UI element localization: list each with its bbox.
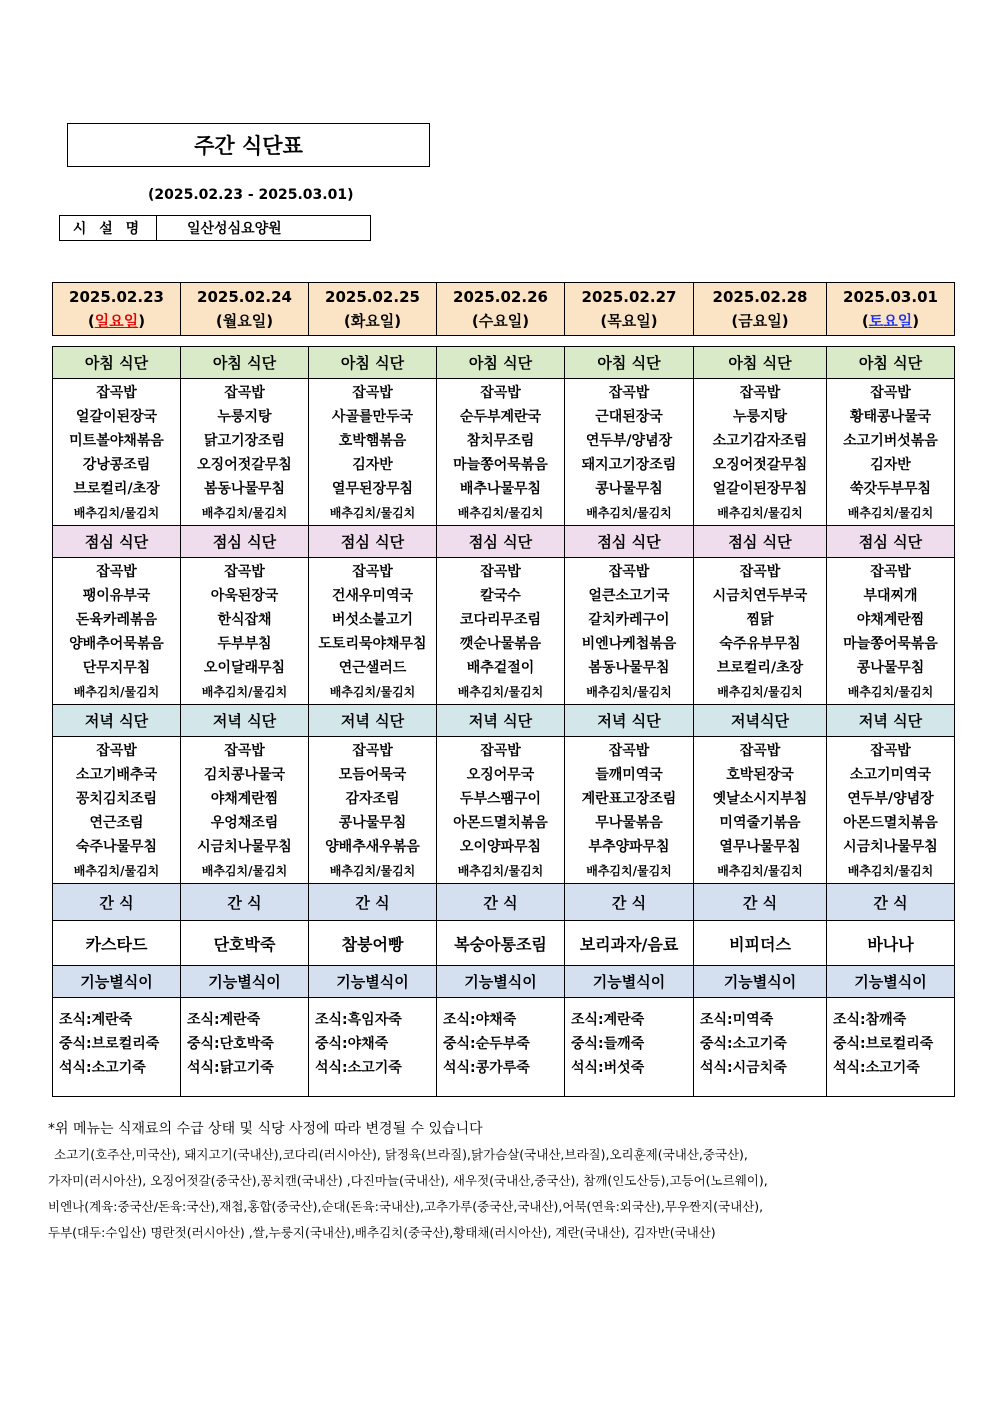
dish-item: 배추김치/물김치	[586, 864, 672, 878]
dish-item: 마늘쫑어묵볶음	[453, 457, 548, 473]
dish-item: 배추겉절이	[466, 660, 535, 676]
dish-item: 비엔나케첩볶음	[581, 636, 677, 652]
dish-item: 찜닭	[746, 612, 774, 628]
dish-item: 열무나물무침	[719, 839, 801, 855]
special-diet-item: 조식:계란죽	[571, 1012, 645, 1028]
breakfast-header: 아침 식단	[827, 347, 955, 379]
dish-item: 감자조림	[345, 791, 400, 807]
breakfast-menu	[827, 379, 955, 526]
dish-item: 아욱된장국	[210, 588, 279, 604]
snack-item: 카스타드	[53, 921, 181, 966]
dish-item: 칼국수	[480, 588, 521, 604]
dish-item: 김자반	[352, 457, 393, 473]
special-diet-header: 기능별식이	[53, 966, 181, 998]
dish-item: 오징어젓갈무침	[197, 457, 292, 473]
dish-item: 마늘쫑어묵볶음	[843, 636, 938, 652]
snack-item: 보리과자/음료	[565, 921, 694, 966]
snack-item: 단호박죽	[181, 921, 309, 966]
dish-item: 배추김치/물김치	[457, 685, 544, 699]
lunch-header: 점심 식단	[181, 526, 309, 558]
dish-item: 배추김치/물김치	[717, 506, 803, 520]
dish-item: 숙주나물무침	[75, 839, 158, 855]
dish-item: 소고기미역국	[849, 767, 932, 783]
day-header	[694, 283, 827, 336]
dish-item: 잡곡밥	[96, 385, 137, 401]
weekday-label: 토요일	[868, 312, 913, 330]
spacer	[53, 336, 955, 347]
special-diet-item: 중식:순두부죽	[443, 1036, 530, 1052]
special-diet-item: 조식:미역죽	[700, 1012, 774, 1028]
weekday-label: 일요일	[94, 312, 139, 330]
dish-item: 미트볼야채볶음	[69, 433, 164, 449]
dish-item: 배추김치/물김치	[717, 864, 803, 878]
dish-item: 배추김치/물김치	[73, 864, 160, 878]
dish-item: 건새우미역국	[331, 588, 414, 604]
special-diet-item: 석식:소고기죽	[59, 1060, 146, 1076]
dinner-menu	[565, 737, 694, 884]
dish-item: 근대된장국	[595, 409, 663, 425]
dish-item: 야채계란찜	[210, 791, 279, 807]
lunch-menu	[53, 558, 181, 705]
day-header	[181, 283, 309, 336]
breakfast-menu	[309, 379, 437, 526]
weekday-label: 화요일	[350, 312, 395, 330]
breakfast-menu	[437, 379, 565, 526]
special-diet-item: 조식:계란죽	[59, 1012, 133, 1028]
dish-item: 연근샐러드	[338, 660, 407, 676]
dish-item: 잡곡밥	[870, 385, 911, 401]
dish-item: 잡곡밥	[480, 385, 521, 401]
breakfast-menu	[53, 379, 181, 526]
special-diet-item: 조식:흑임자죽	[315, 1012, 402, 1028]
dish-item: 잡곡밥	[352, 385, 393, 401]
dish-item: 잡곡밥	[224, 385, 265, 401]
snack-header: 간 식	[181, 884, 309, 921]
dish-item: 배추김치/물김치	[847, 685, 934, 699]
dish-item: 콩나물무침	[338, 815, 407, 831]
dish-item: 호박햄볶음	[338, 433, 407, 449]
dish-item: 잡곡밥	[870, 743, 911, 759]
dish-item: 무나물볶음	[595, 815, 663, 831]
lunch-header: 점심 식단	[309, 526, 437, 558]
dish-item: 배추김치/물김치	[201, 864, 288, 878]
special-diet-header: 기능별식이	[309, 966, 437, 998]
dish-item: 배추김치/물김치	[329, 506, 416, 520]
origin-info	[48, 1142, 948, 1246]
lunch-menu	[181, 558, 309, 705]
snack-item: 바나나	[827, 921, 955, 966]
day-header	[309, 283, 437, 336]
special-diet-menu	[565, 998, 694, 1097]
dish-item: 강낭콩조림	[82, 457, 151, 473]
dish-item: 팽이유부국	[82, 588, 151, 604]
special-diet-header: 기능별식이	[437, 966, 565, 998]
dish-item: 도토리묵야채무침	[318, 636, 427, 652]
dish-item: 잡곡밥	[96, 743, 137, 759]
special-diet-menu	[53, 998, 181, 1097]
dish-item: 두부스팸구이	[459, 791, 542, 807]
dish-item: 버섯소불고기	[331, 612, 414, 628]
special-diet-header: 기능별식이	[827, 966, 955, 998]
day-weekday: (수요일)	[471, 312, 530, 330]
origin-line: 가자미(러시아산), 오징어젓갈(중국산),꽁치캔(국내산) ,다진마늘(국내산), 새우젓(국내산,중국산), 참깨(인도산등),고등어(노르웨이),	[48, 1173, 768, 1188]
lunch-header: 점심 식단	[437, 526, 565, 558]
day-date: 2025.02.23	[69, 288, 164, 306]
breakfast-menu	[565, 379, 694, 526]
breakfast-menu	[694, 379, 827, 526]
dinner-header: 저녁 식단	[181, 705, 309, 737]
facility-label: 시 설 명	[60, 216, 157, 240]
dish-item: 배추김치/물김치	[73, 685, 160, 699]
dish-item: 배추김치/물김치	[717, 685, 803, 699]
special-diet-item: 석식:콩가루죽	[443, 1060, 530, 1076]
special-diet-item: 석식:닭고기죽	[187, 1060, 274, 1076]
day-date: 2025.02.26	[453, 288, 548, 306]
dish-item: 소고기배추국	[75, 767, 158, 783]
breakfast-header: 아침 식단	[181, 347, 309, 379]
special-diet-menu	[437, 998, 565, 1097]
day-date: 2025.02.27	[581, 288, 677, 306]
dish-item: 잡곡밥	[739, 385, 781, 401]
dish-item: 들깨미역국	[595, 767, 663, 783]
origin-line: 비엔나(계육:중국산/돈육:국산),재첩,홍합(중국산),순대(돈육:국내산),고추가루(중국산,국내산),어묵(연육:외국산),무우짠지(국내산),	[48, 1199, 764, 1214]
menu-period: (2025.02.23 - 2025.03.01)	[148, 187, 354, 203]
breakfast-header: 아침 식단	[53, 347, 181, 379]
dinner-header: 저녁 식단	[827, 705, 955, 737]
dish-item: 잡곡밥	[224, 743, 265, 759]
dinner-menu	[53, 737, 181, 884]
dish-item: 김치콩나물국	[203, 767, 286, 783]
dish-item: 잡곡밥	[480, 564, 521, 580]
day-header	[53, 283, 181, 336]
dish-item: 오이달래무침	[203, 660, 286, 676]
dish-item: 숙주유부무침	[719, 636, 801, 652]
page-title: 주간 식단표	[67, 123, 430, 167]
origin-line: 두부(대두:수입산) 명란젓(러시아산) ,쌀,누룽지(국내산),배추김치(중국산),황태채(러시아산), 계란(국내산), 김자반(국내산)	[48, 1225, 716, 1240]
snack-item: 참붕어빵	[309, 921, 437, 966]
dish-item: 한식잡채	[217, 612, 272, 628]
dish-item: 잡곡밥	[224, 564, 265, 580]
dish-item: 돼지고기장조림	[581, 457, 677, 473]
dish-item: 얼큰소고기국	[588, 588, 670, 604]
dish-item: 잡곡밥	[739, 743, 781, 759]
dish-item: 배추김치/물김치	[847, 506, 934, 520]
weekly-menu-table	[52, 282, 955, 1097]
dish-item: 누룽지탕	[217, 409, 272, 425]
dish-item: 봄동나물무침	[203, 481, 286, 497]
dish-item: 돈육카레볶음	[75, 612, 158, 628]
special-diet-item: 석식:소고기죽	[315, 1060, 402, 1076]
special-diet-header: 기능별식이	[181, 966, 309, 998]
dish-item: 황태콩나물국	[849, 409, 932, 425]
lunch-menu	[309, 558, 437, 705]
day-header	[437, 283, 565, 336]
day-header	[565, 283, 694, 336]
dish-item: 야채계란찜	[856, 612, 925, 628]
dish-item: 사골를만두국	[331, 409, 414, 425]
weekday-label: 월요일	[222, 312, 267, 330]
dish-item: 시금치연두부국	[712, 588, 808, 604]
dinner-header: 저녁 식단	[565, 705, 694, 737]
dish-item: 아몬드멸치볶음	[453, 815, 548, 831]
special-diet-item: 중식:단호박죽	[187, 1036, 274, 1052]
special-diet-item: 중식:브로컬리죽	[833, 1036, 934, 1052]
dinner-header: 저녁 식단	[309, 705, 437, 737]
snack-header: 간 식	[694, 884, 827, 921]
dish-item: 양배추새우볶음	[325, 839, 420, 855]
dish-item: 브로컬리/초장	[716, 660, 804, 676]
special-diet-header: 기능별식이	[565, 966, 694, 998]
dish-item: 연두부/양념장	[585, 433, 673, 449]
day-weekday: (목요일)	[600, 312, 658, 330]
lunch-header: 점심 식단	[565, 526, 694, 558]
dish-item: 콩나물무침	[595, 481, 663, 497]
lunch-menu	[694, 558, 827, 705]
dish-item: 봄동나물무침	[588, 660, 670, 676]
dish-item: 배추김치/물김치	[586, 506, 672, 520]
dish-item: 연근조림	[89, 815, 144, 831]
special-diet-item: 조식:야채죽	[443, 1012, 517, 1028]
dish-item: 배추김치/물김치	[457, 864, 544, 878]
day-header	[827, 283, 955, 336]
breakfast-header: 아침 식단	[437, 347, 565, 379]
dish-item: 배추김치/물김치	[73, 506, 160, 520]
dish-item: 미역줄기볶음	[719, 815, 801, 831]
dish-item: 배추김치/물김치	[201, 685, 288, 699]
special-diet-menu	[827, 998, 955, 1097]
facility-box	[59, 215, 371, 241]
day-weekday: (일요일)	[87, 312, 146, 330]
dish-item: 부추양파무침	[588, 839, 670, 855]
dish-item: 참치무조림	[466, 433, 535, 449]
snack-header: 간 식	[565, 884, 694, 921]
dish-item: 얼갈이된장무침	[712, 481, 808, 497]
dish-item: 배추김치/물김치	[201, 506, 288, 520]
special-diet-item: 석식:소고기죽	[833, 1060, 920, 1076]
snack-header: 간 식	[309, 884, 437, 921]
dish-item: 배추나물무침	[459, 481, 542, 497]
dish-item: 시금치나물무침	[197, 839, 292, 855]
dish-item: 소고기버섯볶음	[843, 433, 938, 449]
dish-item: 오이양파무침	[459, 839, 542, 855]
special-diet-item: 조식:참깨죽	[833, 1012, 907, 1028]
special-diet-item: 석식:시금치죽	[700, 1060, 787, 1076]
day-weekday: (금요일)	[731, 312, 789, 330]
weekday-label: 금요일	[738, 312, 782, 330]
special-diet-menu	[181, 998, 309, 1097]
dish-item: 부대찌개	[863, 588, 918, 604]
dish-item: 오징어젓갈무침	[712, 457, 808, 473]
special-diet-item: 중식:야채죽	[315, 1036, 389, 1052]
notice-head: *위 메뉴는 식재료의 수급 상태 및 식당 사정에 따라 변경될 수 있습니다	[48, 1121, 483, 1137]
day-date: 2025.03.01	[843, 288, 938, 306]
dish-item: 순두부계란국	[459, 409, 542, 425]
dish-item: 닭고기장조림	[203, 433, 286, 449]
dish-item: 콩나물무침	[856, 660, 925, 676]
dinner-header: 저녁식단	[694, 705, 827, 737]
lunch-menu	[437, 558, 565, 705]
dinner-header: 저녁 식단	[437, 705, 565, 737]
weekday-label: 수요일	[478, 312, 523, 330]
special-diet-item: 중식:브로컬리죽	[59, 1036, 160, 1052]
dish-item: 두부부침	[217, 636, 272, 652]
dish-item: 누룽지탕	[732, 409, 788, 425]
dish-item: 열무된장무침	[331, 481, 414, 497]
breakfast-header: 아침 식단	[309, 347, 437, 379]
dinner-header: 저녁 식단	[53, 705, 181, 737]
special-diet-item: 조식:계란죽	[187, 1012, 261, 1028]
dish-item: 코다리무조림	[459, 612, 542, 628]
dish-item: 모듬어묵국	[338, 767, 407, 783]
snack-item: 복숭아통조림	[437, 921, 565, 966]
special-diet-item: 중식:들깨죽	[571, 1036, 645, 1052]
dish-item: 단무지무침	[82, 660, 151, 676]
breakfast-header: 아침 식단	[565, 347, 694, 379]
special-diet-menu	[694, 998, 827, 1097]
breakfast-menu	[181, 379, 309, 526]
dish-item: 배추김치/물김치	[329, 864, 416, 878]
special-diet-header: 기능별식이	[694, 966, 827, 998]
dish-item: 브로컬리/초장	[73, 481, 160, 497]
lunch-header: 점심 식단	[53, 526, 181, 558]
dish-item: 잡곡밥	[352, 564, 393, 580]
origin-line: 소고기(호주산,미국산), 돼지고기(국내산),코다리(러시아산), 닭정육(브라질),닭가슴살(국내산,브라질),오리훈제(국내산,중국산),	[54, 1147, 748, 1162]
dish-item: 갈치카레구이	[588, 612, 670, 628]
notice	[48, 1118, 948, 1246]
dish-item: 오징어무국	[466, 767, 535, 783]
dish-item: 아몬드멸치볶음	[843, 815, 938, 831]
lunch-menu	[565, 558, 694, 705]
dish-item: 배추김치/물김치	[586, 685, 672, 699]
dish-item: 쑥갓두부무침	[849, 481, 932, 497]
snack-header: 간 식	[437, 884, 565, 921]
day-weekday: (토요일)	[861, 312, 920, 330]
dish-item: 배추김치/물김치	[847, 864, 934, 878]
snack-item: 비피더스	[694, 921, 827, 966]
dish-item: 연두부/양념장	[847, 791, 934, 807]
dish-item: 배추김치/물김치	[457, 506, 544, 520]
weekday-label: 목요일	[607, 312, 651, 330]
dish-item: 우엉채조림	[210, 815, 279, 831]
dish-item: 잡곡밥	[480, 743, 521, 759]
dinner-menu	[309, 737, 437, 884]
day-date: 2025.02.24	[197, 288, 292, 306]
day-date: 2025.02.28	[712, 288, 808, 306]
snack-header: 간 식	[827, 884, 955, 921]
dinner-menu	[181, 737, 309, 884]
dinner-menu	[694, 737, 827, 884]
dish-item: 잡곡밥	[608, 385, 650, 401]
dish-item: 잡곡밥	[96, 564, 137, 580]
special-diet-item: 석식:버섯죽	[571, 1060, 645, 1076]
dish-item: 잡곡밥	[608, 564, 650, 580]
dish-item: 양배추어묵볶음	[69, 636, 164, 652]
dish-item: 얼갈이된장국	[75, 409, 158, 425]
special-diet-menu	[309, 998, 437, 1097]
dinner-menu	[437, 737, 565, 884]
dish-item: 깻순나물볶음	[459, 636, 542, 652]
facility-name: 일산성심요양원	[187, 221, 282, 237]
day-date: 2025.02.25	[325, 288, 420, 306]
lunch-header: 점심 식단	[694, 526, 827, 558]
dish-item: 소고기감자조림	[712, 433, 808, 449]
snack-header: 간 식	[53, 884, 181, 921]
day-weekday: (화요일)	[343, 312, 402, 330]
day-weekday: (월요일)	[215, 312, 274, 330]
breakfast-header: 아침 식단	[694, 347, 827, 379]
dish-item: 시금치나물무침	[843, 839, 938, 855]
dish-item: 잡곡밥	[739, 564, 781, 580]
lunch-menu	[827, 558, 955, 705]
dish-item: 잡곡밥	[608, 743, 650, 759]
dish-item: 계란표고장조림	[581, 791, 677, 807]
dish-item: 옛날소시지부침	[712, 791, 808, 807]
dish-item: 잡곡밥	[870, 564, 911, 580]
lunch-header: 점심 식단	[827, 526, 955, 558]
dinner-menu	[827, 737, 955, 884]
dish-item: 잡곡밥	[352, 743, 393, 759]
special-diet-item: 중식:소고기죽	[700, 1036, 787, 1052]
dish-item: 배추김치/물김치	[329, 685, 416, 699]
dish-item: 꽁치김치조림	[75, 791, 158, 807]
dish-item: 김자반	[870, 457, 911, 473]
dish-item: 호박된장국	[726, 767, 794, 783]
